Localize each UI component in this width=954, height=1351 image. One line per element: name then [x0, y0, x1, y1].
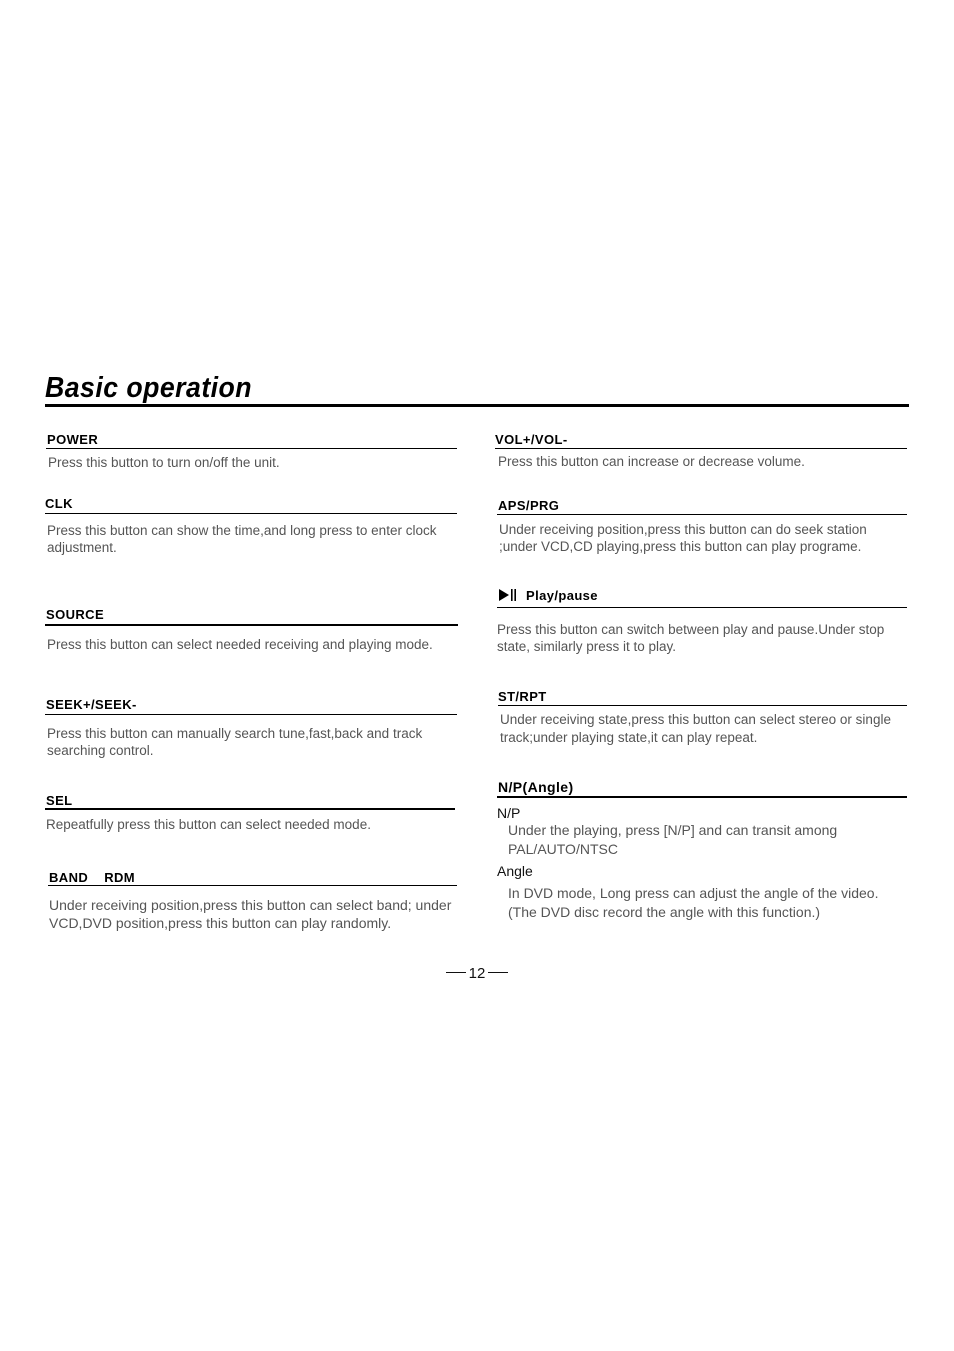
heading-np-angle: N/P(Angle): [498, 779, 574, 795]
heading-band-rdm: BAND RDM: [49, 870, 136, 885]
rule-seek: [45, 714, 457, 715]
title-rule: [45, 404, 909, 407]
desc-play-pause: Press this button can switch between play and pause.Under stop state, similarly press it to play.: [497, 622, 885, 654]
heading-clk: CLK: [45, 496, 73, 511]
page-number: [0, 965, 954, 982]
rule-play-pause: [497, 607, 907, 608]
heading-power: POWER: [47, 432, 99, 447]
heading-seek: SEEK+/SEEK-: [46, 697, 137, 712]
heading-play-pause-row: [498, 588, 598, 604]
desc-band-rdm: Under receiving position,press this button can select band; under VCD,DVD position,press this button can play randomly.: [49, 897, 452, 931]
rule-aps-prg: [497, 514, 907, 515]
sub-heading-angle: Angle: [497, 863, 533, 879]
rule-clk: [45, 513, 457, 514]
desc-sel: Repeatfully press this button can select needed mode.: [46, 817, 371, 832]
desc-aps-prg: Under receiving position,press this button can do seek station ;under VCD,CD playing,press this button can play programe.: [499, 522, 867, 554]
desc-source: Press this button can select needed receiving and playing mode.: [47, 637, 433, 652]
heading-vol: VOL+/VOL-: [495, 432, 568, 447]
rule-band-rdm: [48, 885, 457, 886]
rule-sel: [45, 808, 455, 810]
desc-st-rpt: Under receiving state,press this button can select stereo or single track;under playing state,it can play repeat.: [500, 712, 891, 745]
page-number-value: 12: [468, 965, 486, 982]
heading-sel: SEL: [46, 793, 73, 808]
play-pause-icon: [498, 588, 518, 602]
page-title: Basic operation: [45, 372, 253, 404]
rule-np-angle: [497, 796, 907, 798]
sub-desc-angle: In DVD mode, Long press can adjust the angle of the video. (The DVD disc record the angle with this function.): [508, 885, 879, 920]
rule-vol: [495, 448, 907, 449]
heading-source: SOURCE: [46, 607, 105, 622]
desc-clk: Press this button can show the time,and long press to enter clock adjustment.: [47, 523, 437, 555]
desc-power: Press this button to turn on/off the unit.: [48, 455, 280, 470]
desc-vol: Press this button can increase or decrease volume.: [498, 454, 805, 469]
heading-st-rpt: ST/RPT: [498, 689, 547, 704]
desc-seek: Press this button can manually search tune,fast,back and track searching control.: [47, 726, 423, 758]
sub-heading-np: N/P: [497, 805, 521, 821]
rule-power: [46, 448, 457, 449]
rule-source: [45, 624, 458, 626]
heading-aps-prg: APS/PRG: [498, 498, 560, 513]
page-number-dash-left: [446, 972, 466, 973]
rule-st-rpt: [498, 705, 907, 706]
sub-desc-np: Under the playing, press [N/P] and can transit among PAL/AUTO/NTSC: [508, 822, 838, 857]
heading-play-pause: Play/pause: [526, 588, 598, 603]
page-number-dash-right: [488, 972, 508, 973]
